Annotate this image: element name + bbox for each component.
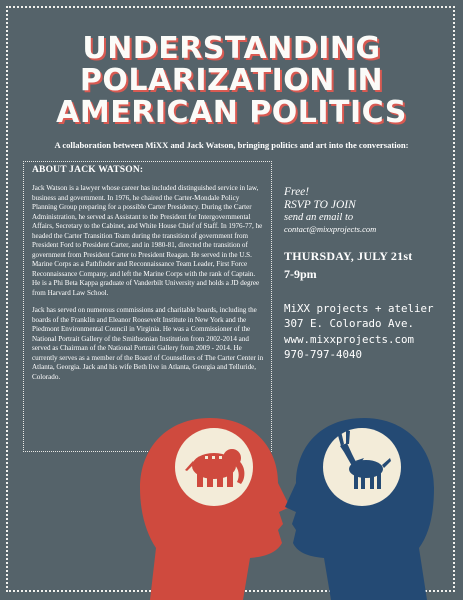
- title-line-2: POLARIZATION IN: [79, 63, 384, 98]
- venue-address: 307 E. Colorado Ave.: [284, 317, 415, 330]
- event-date: THURSDAY, JULY 21st: [284, 248, 413, 263]
- venue-website[interactable]: www.mixxprojects.com: [284, 332, 415, 346]
- bio-heading: ABOUT JACK WATSON:: [32, 165, 144, 175]
- rsvp-label: RSVP TO JOIN: [284, 199, 356, 211]
- title-line-1: UNDERSTANDING: [82, 31, 381, 66]
- venue-name: MiXX projects + atelier: [284, 301, 434, 315]
- send-email-label: send an email to: [284, 212, 354, 223]
- venue-phone: 970-797-4040: [284, 348, 363, 361]
- bio-paragraph-2: Jack has served on numerous commissions and charitable boards, including the boards of the Franklin and Eleanor Roosevelt Institute in New York and the Piedmont Environmental Council in Virginia. He was a Commissioner of the National Portrait Gallery of the Smithsonian Institution from 2002-2014 and served as Chairman of the National Portrait Gallery from 2009 - 2014. He currently serves as a member of the Board of Counsellors of The Carter Center in Atlanta, Georgia. Jack and his wife Beth live in Atlanta, Georgia and Telluride, Colorado.: [32, 306, 264, 381]
- contact-email[interactable]: contact@mixxprojects.com: [284, 223, 377, 234]
- title-line-3: AMERICAN POLITICS: [56, 95, 407, 130]
- free-label: Free!: [284, 186, 310, 198]
- tagline: A collaboration between MiXX and Jack Watson, bringing politics and art into the conversation:: [54, 140, 409, 150]
- event-time: 7-9pm: [284, 266, 317, 281]
- bio-paragraph-1: Jack Watson is a lawyer whose career has included distinguished service in law, business and government. In 1976, he chaired the Carter-Mondale Policy Planning Group preparing for a possible Carter Presidency. During the Carter Administration, he served as Assistant to the President for Intergovernmental Affairs, Secretary to the Cabinet, and White House Chief of Staff. In 1976-77, he headed the Carter Transition Team during the transition of government from President Ford to President Carter, and in 1980-81, directed the transition of government from President Carter to President Reagan. He served in the U.S. Marine Corps as a Pathfinder and Reconnaissance Team Leader, First Force Reconnaissance Company, and left the Marine Corps with the rank of Captain. He is a Phi Beta Kappa graduate of Vanderbilt University and holds a JD degree from Harvard Law School.: [32, 184, 263, 297]
